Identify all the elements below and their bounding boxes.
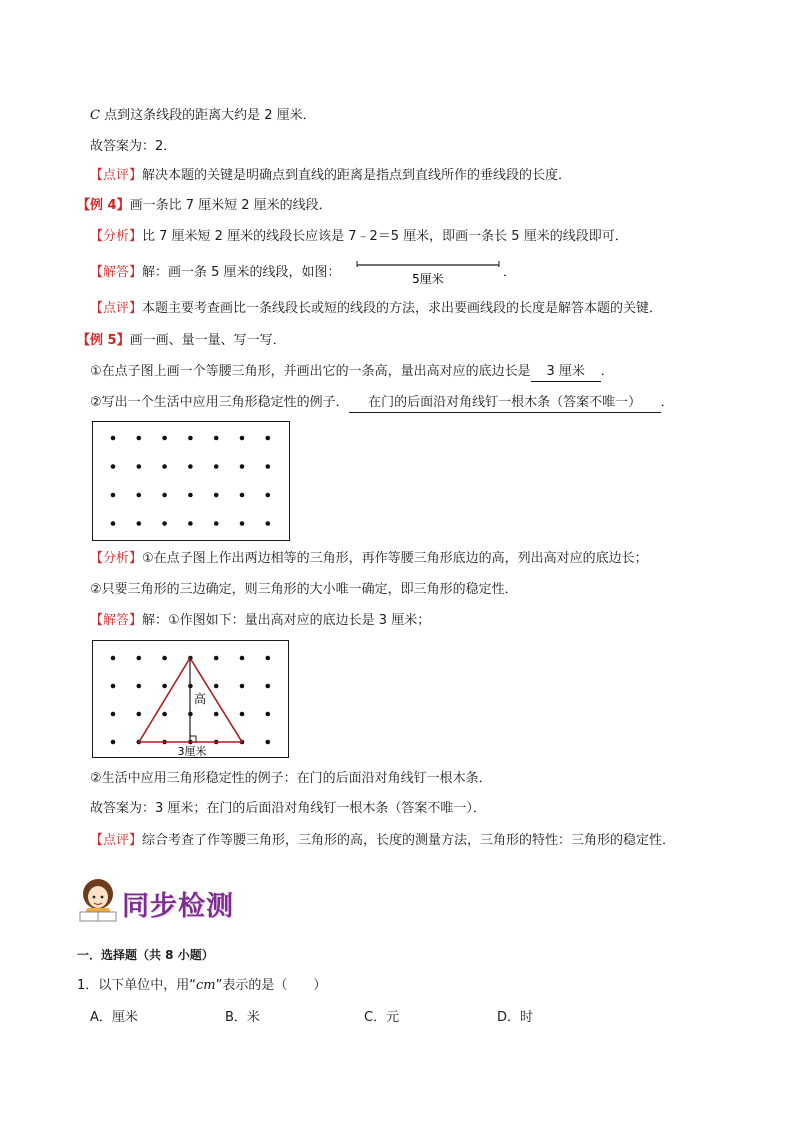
grid-dot [266,493,271,498]
grid-dot [214,436,219,441]
option-b: B．米 [225,1010,260,1025]
question-end: ． [600,364,614,379]
question-5-1 [90,363,614,382]
comment-1 [90,167,571,185]
grid-dot [214,493,219,498]
example-4 [77,197,332,215]
grid-dot [162,656,167,661]
question-text: 1．以下单位中，用“ [77,978,197,993]
segment-figure [354,258,504,288]
option-d: D．时 [497,1010,534,1025]
segment-label: 5厘米 [412,272,444,286]
question-text-end: ”表示的是（ ） [215,978,327,993]
answer-blank: 在门的后面沿对角线钉一根木条（答案不唯一） [349,394,661,413]
question-text: ②写出一个生活中应用三角形稳定性的例子． [90,395,349,410]
solution-5b: ②生活中应用三角形稳定性的例子：在门的后面沿对角线钉一根木条． [90,771,492,786]
example-4-text: 画一条比 7 厘米短 2 厘米的线段． [129,198,332,213]
grid-dot [111,740,116,745]
grid-dot [240,684,245,689]
example-4-tag: 【例 4】 [77,198,130,213]
grid-dot [214,684,219,689]
grid-dot [266,684,271,689]
option-a: A．厘米 [90,1010,138,1025]
distance-text: 点到这条线段的距离大约是 2 厘米． [99,108,316,123]
grid-dot [162,712,167,717]
grid-dot [240,436,245,441]
grid-dot [214,521,219,526]
grid-dot [266,436,271,441]
grid-dot [111,712,116,717]
grid-dot [111,656,116,661]
grid-dot [111,521,116,526]
grid-dot [240,656,245,661]
grid-dot [137,712,142,717]
grid-dot [214,656,219,661]
analysis-4 [90,228,628,246]
solution-tag: 【解答】 [90,613,143,628]
answer-blank: 3 厘米 [531,363,601,382]
comment-tag: 【点评】 [90,301,143,316]
base-label: 3厘米 [177,745,207,757]
analysis-tag: 【分析】 [90,551,143,566]
grid-dot [266,464,271,469]
comment-5 [90,832,675,850]
solution-tag: 【解答】 [90,265,143,280]
height-label: 高 [194,692,207,706]
grid-dot [162,521,167,526]
grid-dot [111,436,116,441]
grid-dot [266,740,271,745]
grid-dot [214,464,219,469]
grid-dot [137,493,142,498]
grid-dot [188,464,193,469]
section-title: 同步检测 [122,891,234,922]
grid-dot [137,464,142,469]
dot-grid-triangle [92,640,289,758]
grid-dot [111,684,116,689]
solution-5c: 故答案为：3 厘米；在门的后面沿对角线钉一根木条（答案不唯一）． [90,801,486,816]
example-5-text: 画一画、量一量、写一写． [129,333,286,348]
solution-4 [90,264,341,282]
comment-4 [90,300,662,318]
grid-dot [137,436,142,441]
comment-text: 解决本题的关键是明确点到直线的距离是指点到直线所作的垂线段的长度． [142,168,572,183]
solution-5 [90,612,430,630]
line-c-distance [90,107,316,125]
grid-dot [214,712,219,717]
grid-dot [188,436,193,441]
grid-dot [240,521,245,526]
comment-tag: 【点评】 [90,833,143,848]
dot-grid-empty [92,421,290,541]
example-5 [77,332,286,350]
grid-dot [111,464,116,469]
question-end: ． [660,395,674,410]
analysis-text: ①在点子图上作出两边相等的三角形，再作等腰三角形底边的高，列出高对应的底边长； [142,551,648,566]
unit-cm: cm [196,978,216,993]
comment-text: 本题主要考查画比一条线段长或短的线段的方法，求出要画线段的长度是解答本题的关键． [142,301,663,316]
example-5-tag: 【例 5】 [77,333,130,348]
answer-line: 故答案为：2． [90,139,177,154]
grid-dot [162,493,167,498]
question-5-2 [90,394,674,413]
solution-text: 解：①作图如下：量出高对应的底边长是 3 厘米； [142,613,431,628]
grid-dot [240,464,245,469]
grid-dot [137,656,142,661]
comment-tag: 【点评】 [90,168,143,183]
grid-dot [111,493,116,498]
grid-dot [137,521,142,526]
question-text: ①在点子图上画一个等腰三角形，并画出它的一条高，量出高对应的底边长是 [90,364,531,379]
analysis-tag: 【分析】 [90,229,143,244]
grid-dot [162,464,167,469]
girl-reading-icon [76,876,122,924]
analysis-text: 比 7 厘米短 2 厘米的线段长应该是 7﹣2＝5 厘米，即画一条长 5 厘米的线段即可． [142,229,628,244]
solution-4-end: ． [503,265,517,280]
grid-dot [266,712,271,717]
grid-dot [188,521,193,526]
grid-dot [162,684,167,689]
point-c-label: C [90,108,100,123]
comment-text: 综合考查了作等腰三角形，三角形的高，长度的测量方法，三角形的特性：三角形的稳定性． [142,833,676,848]
grid-dot [266,656,271,661]
part-title: 一．选择题（共 8 小题） [77,948,214,962]
grid-dot [188,493,193,498]
grid-dot [162,436,167,441]
grid-dot [137,684,142,689]
grid-dot [240,493,245,498]
analysis-5 [90,550,648,568]
analysis-5b: ②只要三角形的三边确定，则三角形的大小唯一确定，即三角形的稳定性． [90,582,518,597]
solution-text: 解：画一条 5 厘米的线段，如图： [142,265,341,280]
option-c: C．元 [364,1010,400,1025]
grid-dot [240,712,245,717]
grid-dot [266,521,271,526]
question-1 [77,977,326,995]
